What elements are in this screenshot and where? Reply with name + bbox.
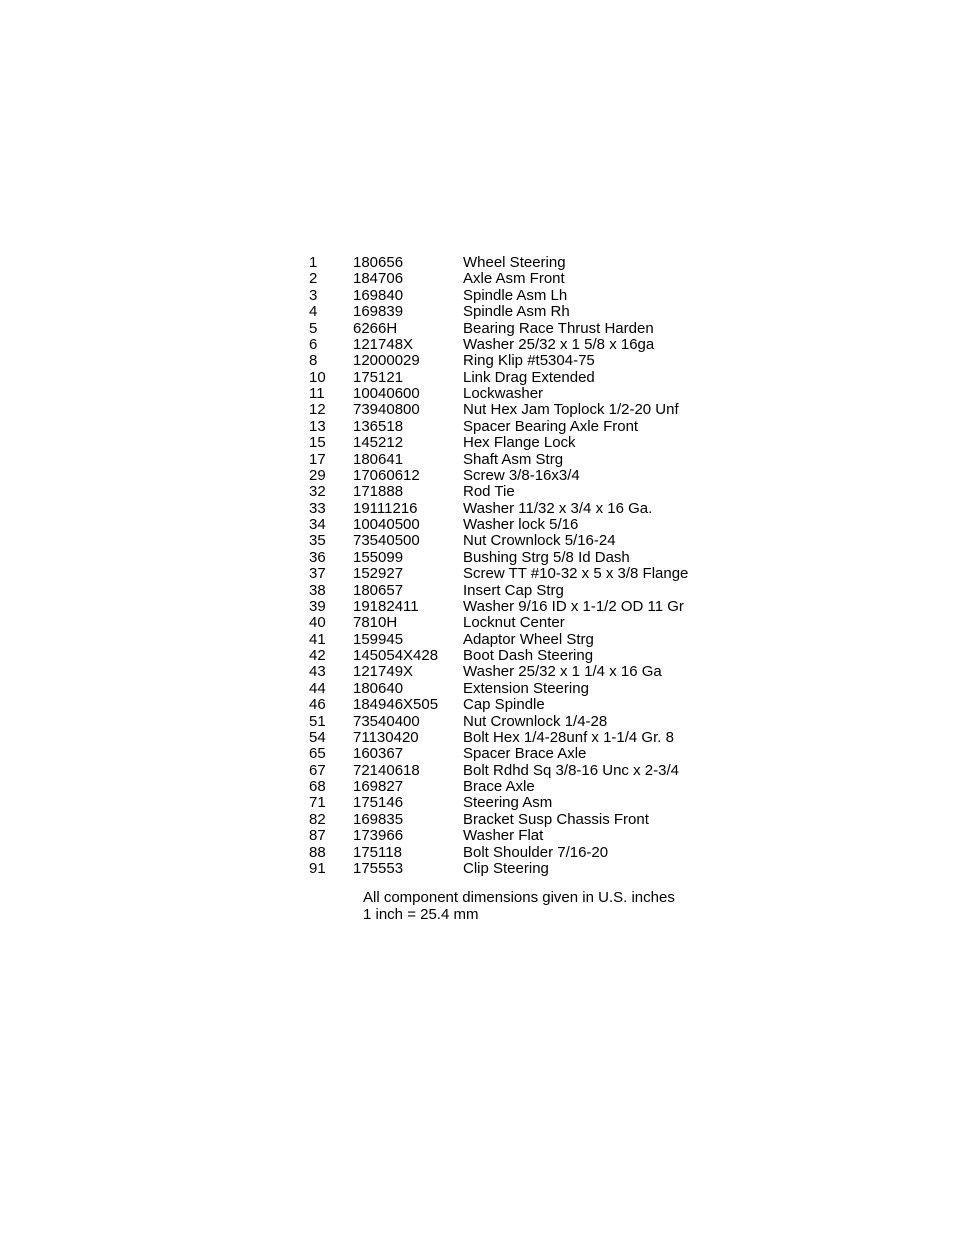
part-description: Clip Steering	[463, 859, 549, 877]
table-row	[309, 664, 729, 680]
part-number: 169840	[353, 286, 404, 304]
part-description: Nut Crownlock 5/16-24	[463, 532, 616, 550]
parts-list	[309, 255, 729, 877]
reference-number: 34	[309, 516, 326, 533]
table-row	[309, 468, 729, 484]
part-number: 7810H	[353, 614, 398, 632]
table-row	[309, 452, 729, 468]
part-description: Lockwasher	[463, 385, 544, 402]
part-description: Locknut Center	[463, 614, 565, 632]
table-row	[309, 648, 729, 664]
table-row	[309, 321, 729, 337]
part-number: 159945	[353, 630, 404, 648]
table-row	[309, 484, 729, 500]
reference-number: 15	[309, 434, 326, 452]
part-description: Ring Klip #t5304-75	[463, 352, 595, 370]
part-description: Wheel Steering	[463, 254, 566, 271]
part-number: 10040600	[353, 385, 420, 402]
table-row	[309, 599, 729, 615]
units-note: All component dimensions given in U.S. inches	[363, 889, 675, 906]
part-number: 145054X428	[353, 647, 439, 664]
part-number: 152927	[353, 565, 404, 583]
reference-number: 1	[309, 254, 318, 271]
table-row	[309, 681, 729, 697]
reference-number: 8	[309, 352, 318, 370]
reference-number: 13	[309, 417, 326, 435]
reference-number: 36	[309, 548, 326, 566]
reference-number: 17	[309, 450, 326, 468]
part-number: 136518	[353, 417, 404, 435]
part-description: Spacer Bearing Axle Front	[463, 417, 639, 435]
part-number: 73540400	[353, 712, 420, 730]
part-number: 10040500	[353, 516, 420, 533]
table-row	[309, 730, 729, 746]
part-description: Brace Axle	[463, 778, 535, 795]
part-number: 175553	[353, 859, 404, 877]
reference-number: 12	[309, 401, 326, 419]
part-description: Nut Crownlock 1/4-28	[463, 712, 608, 730]
table-row	[309, 583, 729, 599]
reference-number: 11	[309, 385, 325, 402]
reference-number: 38	[309, 581, 326, 599]
reference-number: 4	[309, 303, 318, 321]
table-row	[309, 550, 729, 566]
reference-number: 87	[309, 827, 326, 845]
part-description: Cap Spindle	[463, 696, 545, 714]
part-number: 169835	[353, 810, 404, 828]
reference-number: 51	[309, 712, 326, 730]
reference-number: 3	[309, 286, 318, 304]
part-description: Bearing Race Thrust Harden	[463, 319, 654, 337]
part-description: Spindle Asm Lh	[463, 286, 568, 304]
part-number: 169827	[353, 778, 404, 795]
reference-number: 54	[309, 728, 326, 746]
reference-number: 6	[309, 335, 318, 353]
part-description: Insert Cap Strg	[463, 581, 564, 599]
part-number: 171888	[353, 483, 404, 501]
reference-number: 68	[309, 778, 326, 795]
table-row	[309, 255, 729, 271]
part-number: 12000029	[353, 352, 420, 370]
part-description: Bushing Strg 5/8 Id Dash	[463, 548, 630, 566]
reference-number: 67	[309, 761, 326, 779]
table-row	[309, 632, 729, 648]
table-row	[309, 533, 729, 549]
dimension-notes	[363, 890, 675, 923]
table-row	[309, 517, 729, 533]
table-row	[309, 746, 729, 762]
table-row	[309, 271, 729, 287]
reference-number: 32	[309, 483, 326, 501]
table-row	[309, 828, 729, 844]
table-row	[309, 370, 729, 386]
part-number: 160367	[353, 745, 404, 763]
part-number: 19111216	[353, 499, 418, 517]
part-number: 121749X	[353, 663, 414, 681]
reference-number: 5	[309, 319, 318, 337]
part-number: 73940800	[353, 401, 420, 419]
part-description: Hex Flange Lock	[463, 434, 576, 452]
part-number: 73540500	[353, 532, 420, 550]
part-description: Spacer Brace Axle	[463, 745, 587, 763]
table-row	[309, 386, 729, 402]
reference-number: 88	[309, 843, 326, 861]
part-number: 155099	[353, 548, 404, 566]
part-description: Washer 25/32 x 1 5/8 x 16ga	[463, 335, 655, 353]
part-number: 180640	[353, 679, 404, 697]
part-description: Screw TT #10-32 x 5 x 3/8 Flange	[463, 565, 689, 583]
table-row	[309, 714, 729, 730]
part-description: Nut Hex Jam Toplock 1/2-20 Unf	[463, 401, 679, 419]
table-row	[309, 353, 729, 369]
part-description: Steering Asm	[463, 794, 553, 812]
part-description: Washer lock 5/16	[463, 516, 579, 533]
table-row	[309, 779, 729, 795]
part-description: Boot Dash Steering	[463, 647, 594, 664]
part-description: Spindle Asm Rh	[463, 303, 570, 321]
part-number: 175118	[353, 843, 402, 861]
reference-number: 35	[309, 532, 326, 550]
part-number: 180641	[353, 450, 404, 468]
part-number: 184946X505	[353, 696, 439, 714]
table-row	[309, 435, 729, 451]
part-description: Bracket Susp Chassis Front	[463, 810, 649, 828]
part-description: Bolt Shoulder 7/16-20	[463, 843, 609, 861]
part-description: Link Drag Extended	[463, 368, 595, 386]
part-number: 173966	[353, 827, 404, 845]
reference-number: 44	[309, 679, 326, 697]
table-row	[309, 697, 729, 713]
part-description: Adaptor Wheel Strg	[463, 630, 594, 648]
part-number: 6266H	[353, 319, 398, 337]
reference-number: 37	[309, 565, 326, 583]
table-row	[309, 419, 729, 435]
part-description: Bolt Hex 1/4-28unf x 1-1/4 Gr. 8	[463, 728, 674, 746]
table-row	[309, 861, 729, 877]
part-description: Shaft Asm Strg	[463, 450, 564, 468]
table-row	[309, 763, 729, 779]
reference-number: 10	[309, 368, 326, 386]
reference-number: 71	[309, 794, 326, 812]
table-row	[309, 812, 729, 828]
part-number: 72140618	[353, 761, 420, 779]
table-row	[309, 795, 729, 811]
part-number: 175146	[353, 794, 404, 812]
part-number: 145212	[353, 434, 404, 452]
table-row	[309, 501, 729, 517]
part-number: 169839	[353, 303, 404, 321]
table-row	[309, 566, 729, 582]
table-row	[309, 615, 729, 631]
table-row	[309, 288, 729, 304]
reference-number: 91	[309, 859, 326, 877]
part-number: 180656	[353, 254, 404, 271]
part-number: 175121	[353, 368, 404, 386]
part-description: Washer Flat	[463, 827, 544, 845]
table-row	[309, 337, 729, 353]
reference-number: 82	[309, 810, 326, 828]
part-description: Rod Tie	[463, 483, 515, 501]
reference-number: 46	[309, 696, 326, 714]
reference-number: 40	[309, 614, 326, 632]
part-description: Washer 9/16 ID x 1-1/2 OD 11 Gr	[463, 597, 684, 615]
table-row	[309, 304, 729, 320]
part-description: Washer 11/32 x 3/4 x 16 Ga.	[463, 499, 653, 517]
part-number: 180657	[353, 581, 404, 599]
part-description: Extension Steering	[463, 679, 589, 697]
part-description: Axle Asm Front	[463, 270, 565, 288]
reference-number: 33	[309, 499, 326, 517]
reference-number: 29	[309, 466, 326, 484]
part-number: 17060612	[353, 466, 420, 484]
table-row	[309, 845, 729, 861]
reference-number: 43	[309, 663, 326, 681]
conversion-note: 1 inch = 25.4 mm	[363, 905, 479, 923]
reference-number: 42	[309, 647, 326, 664]
table-row	[309, 402, 729, 418]
part-number: 71130420	[353, 728, 419, 746]
part-description: Screw 3/8-16x3/4	[463, 466, 580, 484]
part-description: Bolt Rdhd Sq 3/8-16 Unc x 2-3/4	[463, 761, 679, 779]
reference-number: 41	[309, 630, 326, 648]
reference-number: 39	[309, 597, 326, 615]
reference-number: 2	[309, 270, 318, 288]
part-number: 121748X	[353, 335, 414, 353]
part-number: 184706	[353, 270, 404, 288]
reference-number: 65	[309, 745, 326, 763]
part-description: Washer 25/32 x 1 1/4 x 16 Ga	[463, 663, 662, 681]
part-number: 19182411	[353, 597, 419, 615]
